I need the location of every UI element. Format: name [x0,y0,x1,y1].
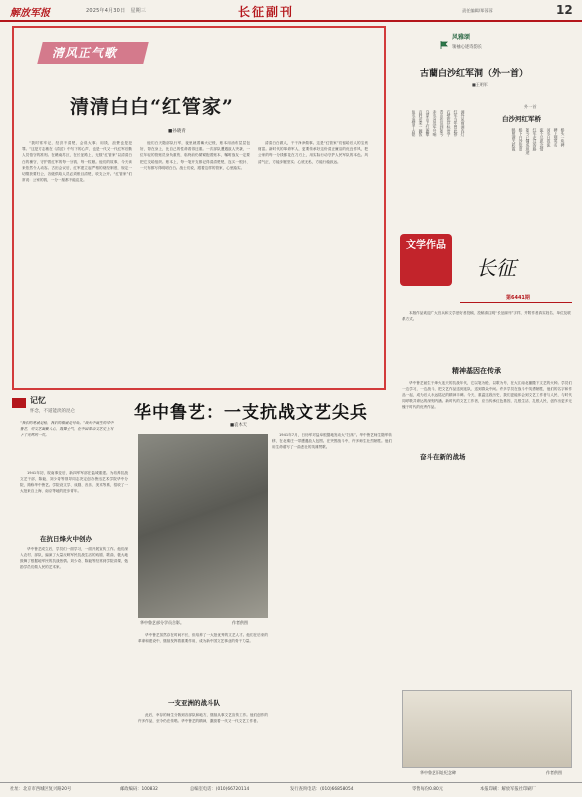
poem1-line: 鱼水深情千古铭 [412,110,417,137]
poem1-line: 洞外风雨洞内灯 [461,110,466,137]
poem2-line: 映照满天彩霞 [512,128,517,151]
footer-address: 社址：北京市西城区复兴路20号 [10,787,72,792]
fengya-title: 风雅颂 [452,34,471,41]
jiyi-subtitle: 怀念，不道能淡的昆仑 [30,409,75,414]
jingshen-body: 华中鲁艺诞生于烽火连天的抗战年代，它以笔为枪、以歌为号，在大江南北播撒下文艺的火种。学员们一边学习，一边战斗，把文艺作品送到连队、送到群众中间。许多学员在战斗中英勇牺牲，他们的名字和作品一起，成为后人永远铭记的精神丰碑。今天，重温这段历史，我们更能体会到文艺工作者与人民、与时代同呼吸共命运的深刻内涵。新时代的文艺工作者，应当传承红色基因，扎根生活、扎根人民，创作出更多无愧于时代的优秀作品。 [402,381,572,410]
poem2-title[interactable]: 白沙河红军桥 [502,115,541,123]
photo2-caption: 华中鲁艺旧址纪念碑 [420,770,456,775]
poem2-line: 流不尽思念情 [540,128,545,151]
poem2-line: 红军走过的路 [533,128,538,151]
feature-column-3: 清清白白做人，干干净净做事。这是“红管家”们留给后人的宝贵财富。新时代的革命军人，更要传承好这份清正廉洁的优良作风，把公家的每一分钱都花在刀刃上，用实际行动守护人民军队的本色。风清气正，方能步履坚实；心底无私，方能行稳致远。 [258,141,368,164]
main-intro: 1941年初，皖南事变后，新四军军部在盐城重建。为培养抗战文艺干部，陈毅、刘少奇等领导同志决定创办鲁迅艺术学院华中分院，简称华中鲁艺。学院设文学、戏剧、音乐、美术等系，招收了一大批来自上海、南京等地的进步青年。 [20,471,128,494]
literature-seal-label: 文学作品 [406,240,446,251]
poem2-line: 碑上刻英名 [554,128,559,147]
jingshen-title[interactable]: 精神基因在传承 [452,367,501,375]
main-byline: ■袁木天 [230,423,247,428]
feature-title[interactable]: 清清白白“红管家” [70,96,234,118]
submission-note: 本版作品欢迎广大官兵和文学爱好者投稿，投稿请注明“长征副刊”字样，并附作者真实姓名、单位及联系方式。 [402,311,571,321]
poem2-line: 如今已铺成坦途 [526,128,531,155]
poem2-line: 桥下白沙依旧 [519,128,524,151]
historical-photo[interactable] [138,434,268,618]
issue-number: 第6441期 [506,295,530,301]
jiyi-flag-icon [12,398,26,408]
feature-column-2: 他们白天随部队行军，夜里就着篝火记账，账本用油布层层包好，背在身上，比自己的性命看得还重。一次部队遭遇敌人突袭，一位年轻的管账员身负重伤，临终前仍紧紧抱着账本，嘱咐战友一定要把它交给组织。账本上，每一笔开支都记得清清楚楚，连买一根针、一尺布都写得明明白白。战士们说，跟着这样的管家，心里踏实。 [140,141,250,170]
calligraphy-title: 长征 [476,256,516,280]
section-name: 长征副刊 [238,5,295,19]
poem1-line: 赤水河边军号响 [433,110,438,137]
main-text-2b: 华中鲁艺虽然存在时间不长，但培养了一大批优秀的文艺人才。他们在后来的革命和建设中，继续发挥着重要作用，成为新中国文艺事业的骨干力量。 [138,633,268,644]
main-text-2: 1941年7月，日伪军对盐阜根据地发动大“扫荡”。华中鲁艺师生随军转移，在北秦庄一带遭遇敌人包围。在突围战斗中，许多师生壮烈牺牲。他们用生命谱写了一曲悲壮的英雄赞歌。 [272,433,392,450]
poem2-line: 桥头一块碑 [561,128,566,147]
footer-price: 零售每份0.80元 [412,787,444,792]
poem2-label: 外一首 [524,104,537,109]
photo2-credit: 作者供图 [546,770,562,775]
fengya-subtitle: 领袖心迹诗韵长 [452,45,483,50]
poem1-author: ■王明军 [472,82,488,87]
main-text-1: 华中鲁艺成立后，学员们一面学习，一面开展宣传工作。他们深入农村、部队，编演了大量反映军民抗战生活的戏剧、歌曲，极大地鼓舞了根据地军民的抗战热情。刘少奇、陈毅等经常到学院讲课，勉励学员们做人民的艺术家。 [20,547,128,570]
footer-phone-1: 总编室电话：(010)66720114 [190,787,250,792]
main-article-title[interactable]: 华中鲁艺：一支抗战文艺尖兵 [134,403,368,423]
subhead-3[interactable]: 奋斗在新的战场 [420,453,466,461]
subhead-2[interactable]: 一支亚洲的战斗队 [168,699,220,707]
dateline: 2025年4月30日 星期三 [86,8,147,14]
feature-byline: ■孙晓青 [168,129,186,134]
column-banner-label: 清风正气歌 [52,46,118,60]
masthead: 解放军报 [10,8,50,19]
poem1-line: 乌蒙山上红旗擎 [426,110,431,137]
footer-postcode: 邮政编码：100832 [120,787,158,792]
jiyi-title: 记忆 [30,396,46,405]
lead-quote: “我们的笔就是枪，我们的歌就是号角。”战火中诞生的华中鲁艺，用文艺凝聚人心，鼓舞士气，在中国革命文艺史上写下了光辉的一页。 [20,421,114,437]
poem1-line: 石壁犹存标语字 [447,110,452,137]
photo-credit: 作者供图 [232,620,248,625]
photo-caption: 华中鲁艺部分学员合影。 [140,620,184,625]
fengya-flag-icon [440,34,448,42]
footer-phone-2: 发行查询电话：(010)66858054 [290,787,354,792]
footer-printer: 本报印刷：解放军报社印刷厂 [480,787,536,792]
editor-info: 责任编辑/郑蓉蓉 [462,8,493,13]
poem2-line: 河水日夜流 [547,128,552,147]
main-text-3: 此后，幸存的师生分散到各部队和地方，继续从事文艺宣传工作。他们创作的许多作品，至今仍在传唱。华中鲁艺的精神，激励着一代又一代文艺工作者。 [138,713,268,724]
poem1-line: 青山作证到如今 [440,110,445,137]
memorial-photo[interactable] [402,690,572,768]
subhead-1[interactable]: 在抗日烽火中创办 [40,535,92,543]
poem1-title[interactable]: 古藺白沙红军洞（外一首） [420,69,529,79]
divider [460,302,572,303]
poem1-line: 百姓送来一碗饭 [419,110,424,137]
feature-column-1: “我时常牢记，经济不清楚，会误大事；用钱，浪费也是犯罪。”这是方志敏在《清贫》中写下的心声，也是一代又一代红军后勤人员恪守的准则。在赣南苏区，在长征路上，无数“红管家”以清清白白的操守，守护着红军的每一分钱、每一粒粮。他们的故事，今天读来依然令人动容。古田会议后，红军建立起严格的财经制度，规定一切缴获要归公，各级供给人员必须账目清楚，收支公开。“红管家”们常说：公家的钱，一分一厘都不能乱花。 [22,141,132,183]
page-number: 12 [556,3,573,17]
poem1-line: 红军当年曾此停 [454,110,459,137]
